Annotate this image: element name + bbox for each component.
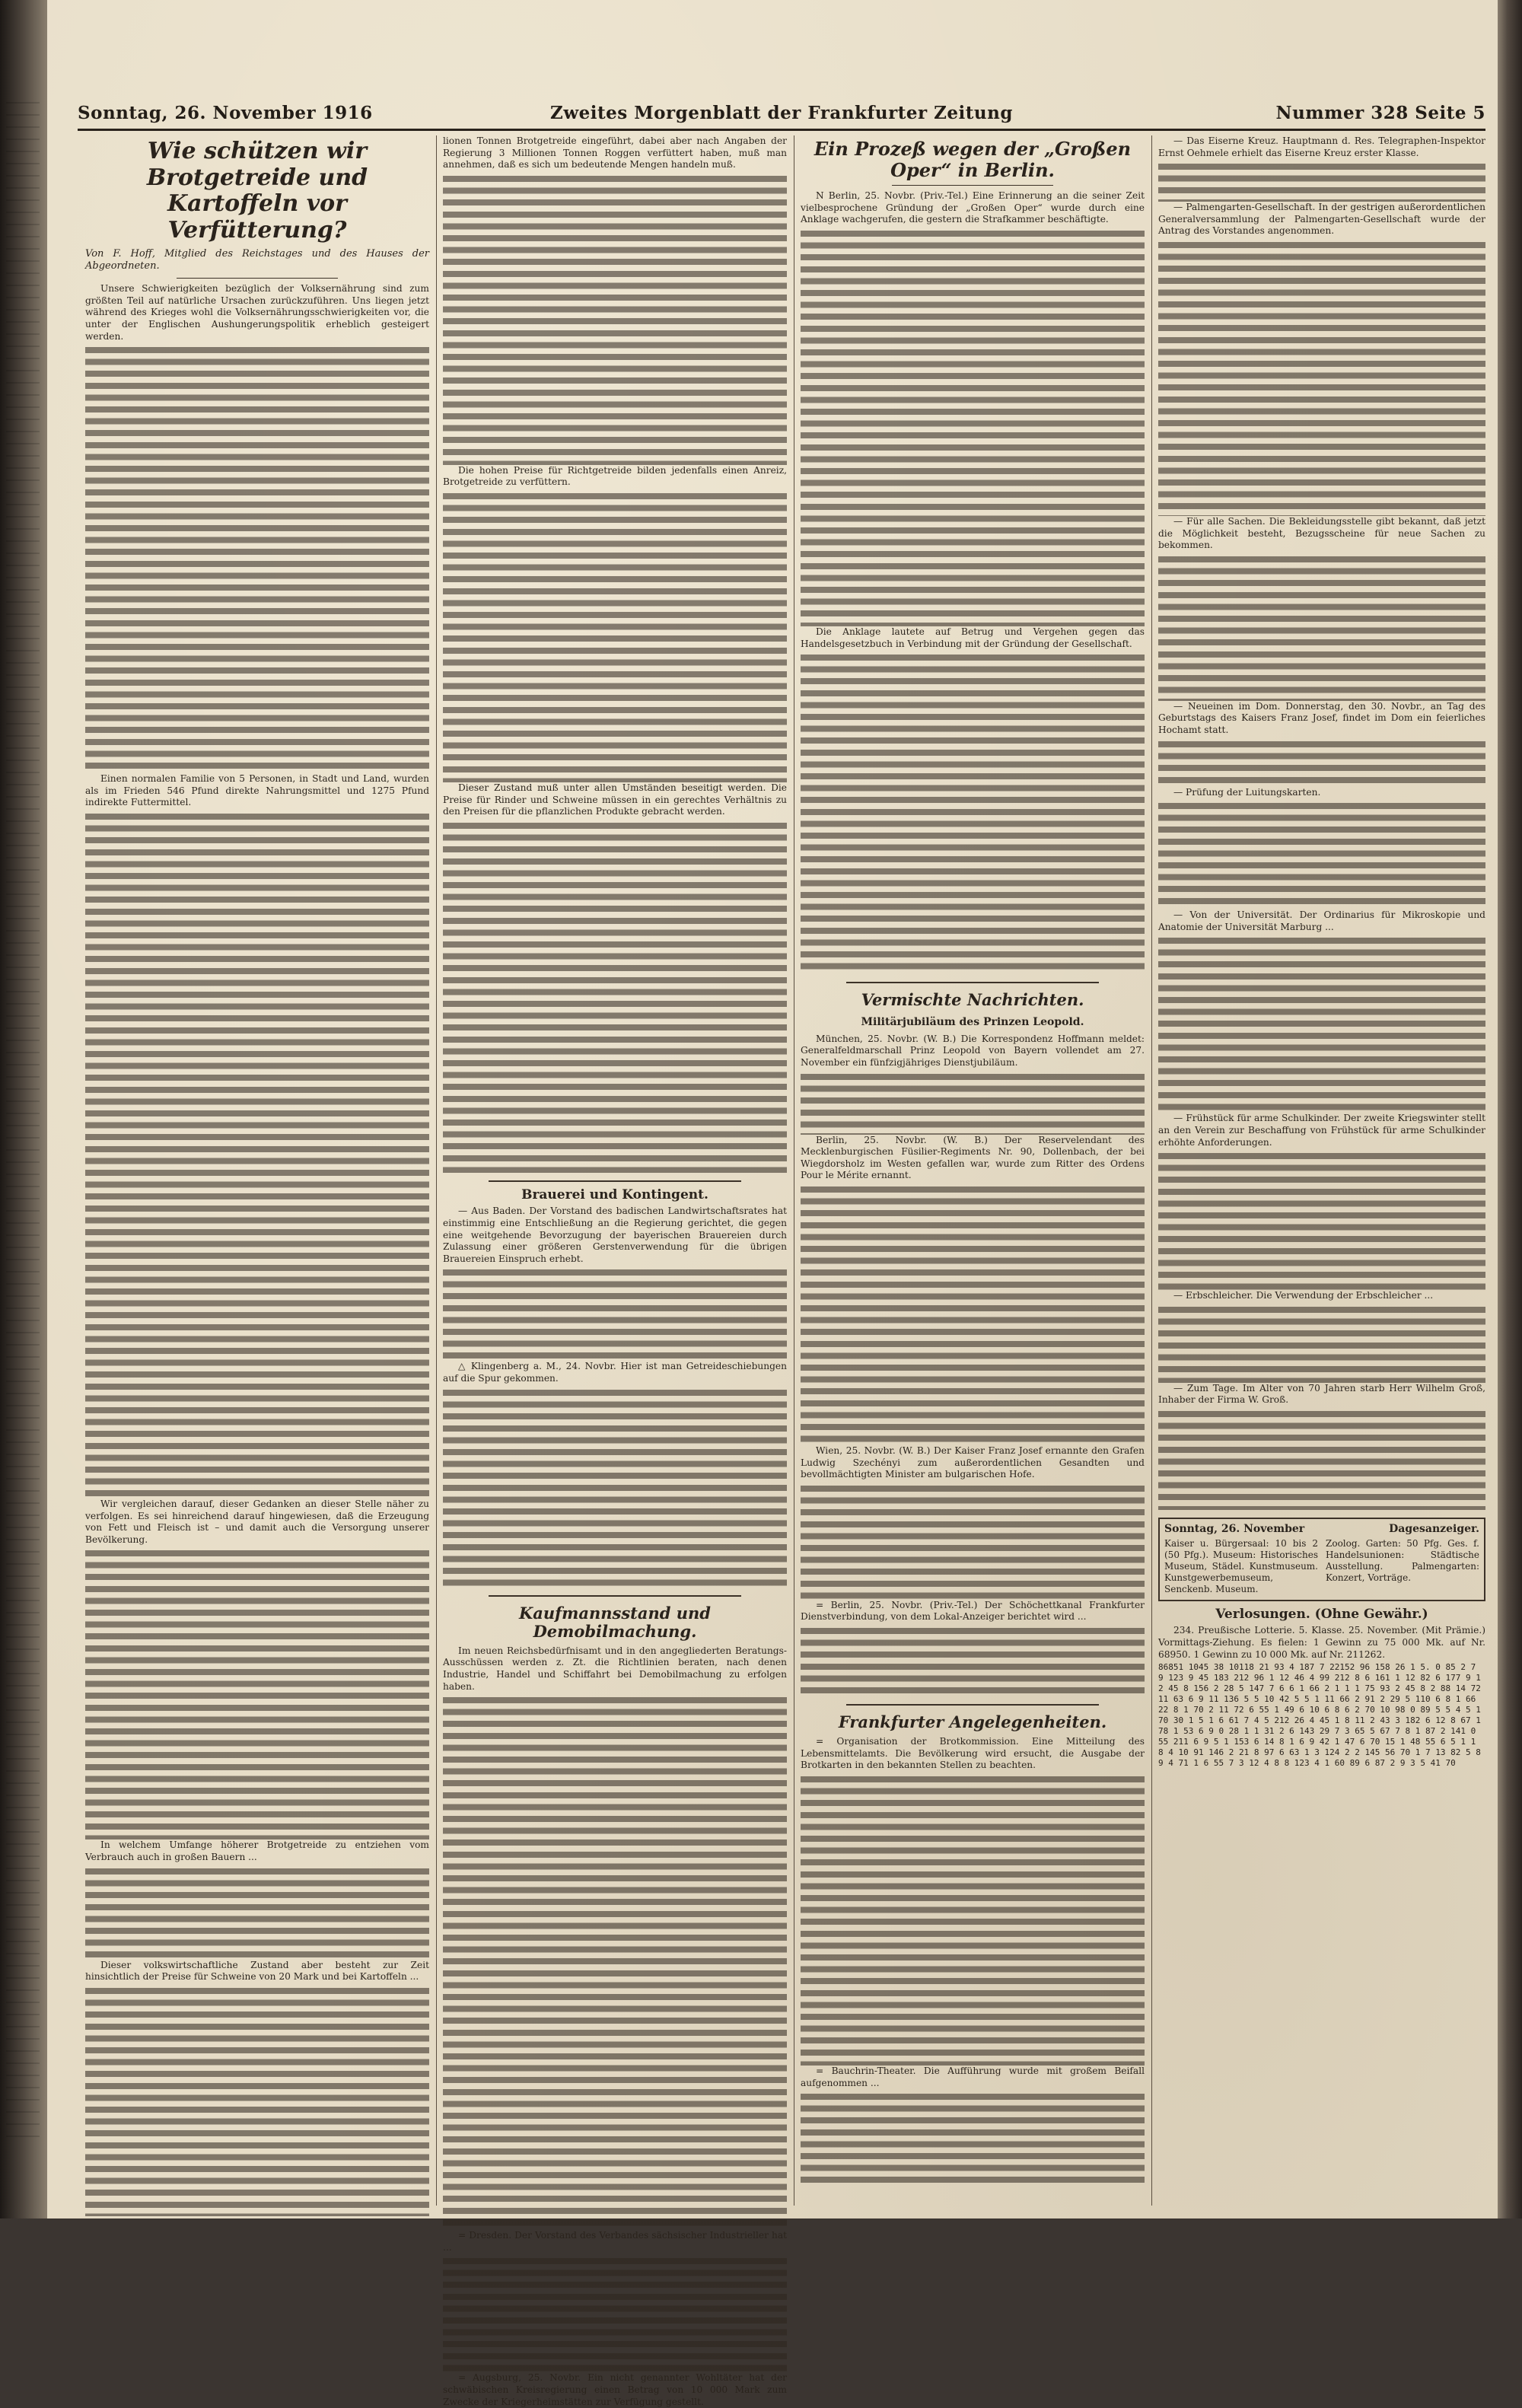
divider bbox=[489, 1595, 741, 1597]
article-paragraph: — Frühstück für arme Schulkinder. Der zweite Kriegswinter stellt an den Verein zur Beschaffung von Frühstück für arme Schulkinder erhöhte Anforderungen. bbox=[1158, 1113, 1485, 1148]
section-heading: Vermischte Nachrichten. bbox=[861, 990, 1084, 1010]
article-text-body bbox=[85, 347, 429, 773]
column-3 bbox=[801, 135, 1145, 2190]
article-paragraph: In welchem Umfange höherer Brotgetreide zu entziehen vom Verbrauch auch in großen Bauern ... bbox=[85, 1839, 429, 1862]
article-headline: Ein Prozeß wegen der „Großen Oper“ in Berlin. bbox=[814, 138, 1132, 181]
article-text-body bbox=[85, 814, 429, 1499]
divider bbox=[489, 1180, 741, 1182]
divider bbox=[846, 982, 1099, 983]
article-paragraph: Wien, 25. Novbr. (W. B.) Der Kaiser Franz Josef ernannte den Grafen Ludwig Szechényi zum außerordentlichen Gesandten und bevollmächtigten Minister am bulgarischen Hofe. bbox=[801, 1445, 1145, 1480]
article-paragraph: N Berlin, 25. Novbr. (Priv.-Tel.) Eine Erinnerung an die seiner Zeit vielbesprochene Gründung der „Großen Oper“ wurde durch eine Anklage wachgerufen, die gestern die Strafkammer beschäftigte. bbox=[801, 190, 1145, 225]
newspaper-page bbox=[47, 0, 1498, 2407]
article-paragraph: — Für alle Sachen. Die Bekleidungsstelle gibt bekannt, daß jetzt die Möglichkeit besteht, Bezugsscheine für neue Sachen zu bekommen. bbox=[1158, 515, 1485, 551]
article-text-body bbox=[443, 2258, 787, 2372]
article-paragraph: — Prüfung der Luitungskarten. bbox=[1173, 786, 1321, 798]
article-text-body bbox=[1158, 1307, 1485, 1383]
article-byline: Von F. Hoff, Mitglied des Reichstages und des Hauses der Abgeordneten. bbox=[85, 248, 429, 272]
lottery-number-table: 86851 1045 38 10118 21 93 4 187 7 22152 96 158 26 1 5. 0 85 2 7 9 123 9 45 183 212 96 1 12 46 4 99 212 8 6 161 1 12 82 6 177 9 12 45 8 156 2 28 5 147 7 6 6 1 66 2 1 1 1 75 93 2 45 8 2 88 14 72 11 63 6 9 11 136 5 5 10 42 5 5 1 11 66 2 91 2 29 5 110 6 8 1 66 22 8 1 70 2 11 72 6 55 1 49 6 10 6 8 6 2 70 10 98 0 89 5 5 4 5 1 70 30 1 5 1 6 61 7 4 5 212 26 4 45 1 8 11 2 43 3 182 6 12 8 67 1 78 1 53 6 9 0 28 1 1 31 2 6 143 29 7 3 65 5 67 7 8 1 87 2 141 0 55 211 6 9 5 1 153 6 14 8 1 6 9 42 1 47 6 70 15 1 48 55 6 5 1 1 8 4 10 91 146 2 21 8 97 6 63 1 3 124 2 2 145 56 70 1 7 13 82 5 8 9 4 71 1 6 55 7 3 12 4 8 8 123 4 1 60 89 6 87 2 9 3 5 41 70 bbox=[1158, 1662, 1481, 1769]
article-text-body bbox=[1158, 741, 1485, 787]
article-text-body bbox=[1158, 164, 1485, 202]
right-page-edge bbox=[1498, 0, 1522, 2218]
masthead-page-number: Nummer 328 Seite 5 bbox=[1275, 103, 1485, 123]
article-text-body bbox=[1158, 242, 1485, 516]
column-4 bbox=[1158, 135, 1485, 2190]
article-paragraph: Dieser Zustand muß unter allen Umständen beseitigt werden. Die Preise für Rinder und Schweine müssen in ein gerechtes Verhältnis zu den Preisen für die pflanzlichen Produkte gebracht werden. bbox=[443, 782, 787, 817]
article-text-body bbox=[443, 1697, 787, 2230]
divider bbox=[892, 185, 1053, 186]
daily-listings-day: Sonntag, 26. November bbox=[1164, 1522, 1305, 1535]
daily-listings-header bbox=[1164, 1524, 1479, 1535]
column-rule bbox=[1151, 135, 1152, 2206]
article-paragraph: — Zum Tage. Im Alter von 70 Jahren starb Herr Wilhelm Groß, Inhaber der Firma W. Groß. bbox=[1158, 1382, 1485, 1406]
masthead-paper-name: Zweites Morgenblatt der Frankfurter Zeitung bbox=[550, 103, 1013, 123]
article-paragraph: — Von der Universität. Der Ordinarius für Mikroskopie und Anatomie der Universität Marburg ... bbox=[1158, 909, 1485, 932]
article-paragraph: Unsere Schwierigkeiten bezüglich der Volksernährung sind zum größten Teil auf natürliche Ursachen zurückzuführen. Uns liegen jetzt während des Krieges wohl die Volksernährungsschwierigkeiten vor, die unter der Englischen Aushungerungspolitik erheblich gesteigert werden. bbox=[85, 283, 429, 342]
article-paragraph: △ Klingenberg a. M., 24. Novbr. Hier ist man Getreideschiebungen auf die Spur gekommen. bbox=[443, 1361, 787, 1384]
article-paragraph: München, 25. Novbr. (W. B.) Die Korrespondenz Hoffmann meldet: Generalfeldmarschall Prinz Leopold von Bayern vollendet am 27. November ein fünfzigjähriges Dienstjubiläum. bbox=[801, 1033, 1145, 1069]
article-text-body bbox=[801, 1628, 1145, 1696]
previous-page-sliver bbox=[6, 91, 40, 2146]
divider bbox=[846, 1704, 1099, 1706]
article-paragraph: = Dresden. Der Vorstand des Verbandes sächsischer Industrieller hat ... bbox=[443, 2230, 787, 2253]
article-paragraph: = Berlin, 25. Novbr. (Priv.-Tel.) Der Schöchettkanal Frankfurter Dienstverbindung, von dem Lokal-Anzeiger berichtet wird ... bbox=[801, 1599, 1145, 1623]
article-text-body bbox=[85, 1988, 429, 2216]
article-text-body bbox=[801, 655, 1145, 974]
article-paragraph: — Erbschleicher. Die Verwendung der Erbschleicher ... bbox=[1173, 1290, 1434, 1301]
subsection-heading: Militärjubiläum des Prinzen Leopold. bbox=[861, 1016, 1084, 1029]
article-text-body bbox=[443, 823, 787, 1173]
article-headline: Wie schützen wir Brotgetreide und Kartoffeln vor Verfütterung? bbox=[146, 138, 368, 244]
column-1 bbox=[85, 135, 429, 2190]
article-paragraph: Die hohen Preise für Richtgetreide bilden jedenfalls einen Anreiz, Brotgetreide zu verfüttern. bbox=[443, 464, 787, 488]
article-paragraph: = Augsburg, 25. Novbr. Ein nicht genannter Wohltäter hat der schwäbischen Kreisregierung einen Betrag von 10 000 Mark zum Zwecke der Kriegerheimstätten zur Verfügung gestellt. bbox=[443, 2372, 787, 2407]
article-text-body bbox=[1158, 803, 1485, 909]
article-text-body bbox=[801, 1074, 1145, 1135]
lottery-intro: 234. Preußische Lotterie. 5. Klasse. 25. November. (Mit Prämie.) Vormittags-Ziehung. Es fielen: 1 Gewinn zu 75 000 Mk. auf Nr. 68950. 1 Gewinn zu 10 000 Mk. auf Nr. 211262. bbox=[1158, 1625, 1485, 1660]
article-paragraph: Wir vergleichen darauf, dieser Gedanken an dieser Stelle näher zu verfolgen. Es sei hinreichend darauf hingewiesen, daß die Erzeugung von Fett und Fleisch ist – und damit auch die Versorgung unserer Bevölkerung. bbox=[85, 1498, 429, 1545]
article-paragraph: lionen Tonnen Brotgetreide eingeführt, dabei aber nach Angaben der Regierung 3 Millionen Tonnen Roggen verfüttert haben, muß man annehmen, daß es sich um bedeutende Mengen handeln muß. bbox=[443, 135, 787, 170]
article-paragraph: — Neueinen im Dom. Donnerstag, den 30. Novbr., an Tag des Geburtstags des Kaisers Franz Josef, findet im Dom ein feierliches Hochamt statt. bbox=[1158, 700, 1485, 735]
daily-listings-body bbox=[1164, 1538, 1479, 1595]
article-text-body bbox=[443, 493, 787, 782]
daily-listings-right: Zoolog. Garten: 50 Pfg. Ges. f. Handelsunionen: Städtische Ausstellung. Palmengarten: Konzert, Vorträge. bbox=[1326, 1537, 1479, 1583]
section-heading: Verlosungen. (Ohne Gewähr.) bbox=[1215, 1606, 1428, 1622]
article-text-body bbox=[801, 1186, 1145, 1445]
daily-listings-title: Dagesanzeiger. bbox=[1389, 1522, 1479, 1535]
section-heading: Brauerei und Kontingent. bbox=[521, 1186, 708, 1202]
section-heading: Frankfurter Angelegenheiten. bbox=[838, 1712, 1107, 1732]
divider bbox=[177, 278, 338, 279]
section-heading: Kaufmannsstand und Demobilmachung. bbox=[519, 1603, 711, 1641]
article-paragraph: = Bauchrin-Theater. Die Aufführung wurde mit großem Beifall aufgenommen ... bbox=[801, 2065, 1145, 2088]
article-paragraph: = Organisation der Brotkommission. Eine Mitteilung des Lebensmittelamts. Die Bevölkerung wird ersucht, die Ausgabe der Brotkarten in den bekannten Stellen zu beachten. bbox=[801, 1736, 1145, 1771]
article-text-body bbox=[1158, 938, 1485, 1113]
article-text-body bbox=[801, 231, 1145, 626]
article-paragraph: — Aus Baden. Der Vorstand des badischen Landwirtschaftsrates hat einstimmig eine Entschließung an die Regierung gerichtet, die gegen eine weitgehende Bevorzugung der bayerischen Brauereien durch Zulassung einer größeren Gerstenverwendung für die übrigen Brauereien Einspruch erhebt. bbox=[443, 1206, 787, 1264]
article-paragraph: — Palmengarten-Gesellschaft. In der gestrigen außerordentlichen Generalversammlung der Palmengarten-Gesellschaft wurde der Antrag des Vorstandes angenommen. bbox=[1158, 202, 1485, 237]
article-paragraph: Einen normalen Familie von 5 Personen, in Stadt und Land, wurden als im Frieden 546 Pfund direkte Nahrungsmittel und 1275 Pfund indirekte Futtermittel. bbox=[85, 773, 429, 808]
article-text-body bbox=[801, 1486, 1145, 1600]
article-paragraph: Die Anklage lautete auf Betrug und Vergehen gegen das Handelsgesetzbuch in Verbindung mit der Gründung der Gesellschaft. bbox=[801, 626, 1145, 649]
article-text-body bbox=[85, 1550, 429, 1839]
article-text-body bbox=[801, 2094, 1145, 2185]
article-text-body bbox=[443, 176, 787, 465]
article-paragraph: Berlin, 25. Novbr. (W. B.) Der Reservelendant des Mecklenburgischen Füsilier-Regiments Nr. 90, Dollenbach, der bei Wiegdorsholz im Westen gefallen war, wurde zum Ritter des Ordens Pour le Mérite ernannt. bbox=[801, 1134, 1145, 1181]
column-rule bbox=[436, 135, 437, 2206]
article-text-body bbox=[85, 1868, 429, 1960]
article-paragraph: Im neuen Reichsbedürfnisamt und in den angegliederten Beratungs-Ausschüssen werden z. Zt. die Richtlinien beraten, nach denen Industrie, Handel und Schiffahrt bei Demobilmachung zu erfolgen haben. bbox=[443, 1645, 787, 1692]
article-text-body bbox=[1158, 556, 1485, 701]
article-text-body bbox=[443, 1390, 787, 1588]
masthead-date: Sonntag, 26. November 1916 bbox=[78, 103, 373, 123]
article-paragraph: — Das Eiserne Kreuz. Hauptmann d. Res. Telegraphen-Inspektor Ernst Oehmele erhielt das Eiserne Kreuz erster Klasse. bbox=[1158, 135, 1485, 158]
daily-listings-left: Kaiser u. Bürgersaal: 10 bis 2 (50 Pfg.). Museum: Historisches Museum, Städel. Kunstmuseum. Kunstgewerbemuseum, Senckenb. Museum. bbox=[1164, 1537, 1318, 1594]
masthead bbox=[78, 103, 1485, 131]
article-text-body bbox=[1158, 1411, 1485, 1510]
column-2 bbox=[443, 135, 787, 2407]
daily-listings-box bbox=[1158, 1518, 1485, 1601]
left-binding-edge bbox=[0, 0, 47, 2218]
article-paragraph: Dieser volkswirtschaftliche Zustand aber besteht zur Zeit hinsichtlich der Preise für Schweine von 20 Mark und bei Kartoffeln ... bbox=[85, 1959, 429, 1983]
article-text-body bbox=[801, 1776, 1145, 2066]
article-text-body bbox=[443, 1269, 787, 1361]
article-text-body bbox=[1158, 1153, 1485, 1290]
